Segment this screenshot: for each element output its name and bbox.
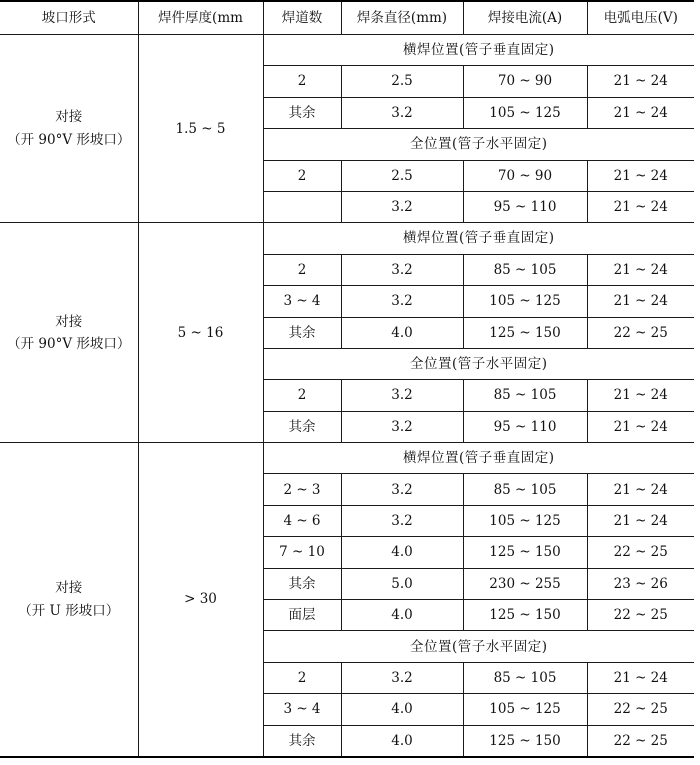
arc-voltage-cell: 22 ~ 25 [587, 537, 694, 568]
welding-current-cell: 125 ~ 150 [463, 725, 587, 757]
welding-current-cell: 95 ~ 110 [463, 411, 587, 442]
section-title: 横焊位置(管子垂直固定) [263, 443, 694, 474]
arc-voltage-cell: 21 ~ 24 [587, 254, 694, 285]
groove-form-line: （开 90°V 形坡口） [7, 131, 131, 148]
pass-count-cell: 2 [263, 160, 341, 191]
section-row [0, 443, 694, 474]
arc-voltage-cell: 21 ~ 24 [587, 97, 694, 128]
header-arc-voltage: 电弧电压(V) [587, 1, 694, 35]
thickness-cell: 5 ~ 16 [138, 223, 263, 443]
welding-current-cell: 70 ~ 90 [463, 160, 587, 191]
pass-count-cell: 7 ~ 10 [263, 537, 341, 568]
welding-current-cell: 85 ~ 105 [463, 662, 587, 693]
pass-count-cell: 2 [263, 66, 341, 97]
arc-voltage-cell: 22 ~ 25 [587, 725, 694, 757]
section-title: 全位置(管子水平固定) [263, 348, 694, 379]
electrode-diameter-cell: 4.0 [341, 600, 463, 631]
electrode-diameter-cell: 4.0 [341, 537, 463, 568]
pass-count-cell [263, 191, 341, 222]
arc-voltage-cell: 22 ~ 25 [587, 600, 694, 631]
welding-current-cell: 125 ~ 150 [463, 537, 587, 568]
section-row [0, 35, 694, 66]
pass-count-cell: 3 ~ 4 [263, 286, 341, 317]
welding-current-cell: 85 ~ 105 [463, 474, 587, 505]
welding-current-cell: 105 ~ 125 [463, 97, 587, 128]
welding-current-cell: 70 ~ 90 [463, 66, 587, 97]
pass-count-cell: 2 [263, 662, 341, 693]
pass-count-cell: 2 [263, 254, 341, 285]
arc-voltage-cell: 21 ~ 24 [587, 411, 694, 442]
electrode-diameter-cell: 3.2 [341, 662, 463, 693]
header-welding-current: 焊接电流(A) [463, 1, 587, 35]
header-groove-form: 坡口形式 [0, 1, 138, 35]
pass-count-cell: 3 ~ 4 [263, 694, 341, 725]
welding-current-cell: 95 ~ 110 [463, 191, 587, 222]
welding-current-cell: 85 ~ 105 [463, 254, 587, 285]
welding-current-cell: 105 ~ 125 [463, 505, 587, 536]
section-title: 横焊位置(管子垂直固定) [263, 35, 694, 66]
table-body [0, 35, 694, 757]
thickness-cell: > 30 [138, 443, 263, 757]
thickness-cell: 1.5 ~ 5 [138, 35, 263, 223]
electrode-diameter-cell: 4.0 [341, 694, 463, 725]
electrode-diameter-cell: 4.0 [341, 725, 463, 757]
section-title: 全位置(管子水平固定) [263, 129, 694, 160]
electrode-diameter-cell: 3.2 [341, 474, 463, 505]
groove-form-cell [0, 443, 138, 757]
welding-current-cell: 125 ~ 150 [463, 317, 587, 348]
groove-form-line: 对接 [55, 580, 83, 597]
header-pass-count: 焊道数 [263, 1, 341, 35]
electrode-diameter-cell: 4.0 [341, 317, 463, 348]
groove-form-line: （开 U 形坡口） [18, 602, 120, 619]
pass-count-cell: 其余 [263, 317, 341, 348]
section-row [0, 223, 694, 254]
electrode-diameter-cell: 3.2 [341, 286, 463, 317]
pass-count-cell: 其余 [263, 568, 341, 599]
welding-current-cell: 125 ~ 150 [463, 600, 587, 631]
welding-current-cell: 105 ~ 125 [463, 694, 587, 725]
header-row [0, 1, 694, 35]
welding-current-cell: 85 ~ 105 [463, 380, 587, 411]
welding-current-cell: 230 ~ 255 [463, 568, 587, 599]
pass-count-cell: 2 ~ 3 [263, 474, 341, 505]
arc-voltage-cell: 21 ~ 24 [587, 286, 694, 317]
pass-count-cell: 其余 [263, 411, 341, 442]
arc-voltage-cell: 21 ~ 24 [587, 474, 694, 505]
pass-count-cell: 2 [263, 380, 341, 411]
pass-count-cell: 其余 [263, 725, 341, 757]
arc-voltage-cell: 21 ~ 24 [587, 191, 694, 222]
header-thickness: 焊件厚度(mm [138, 1, 263, 35]
electrode-diameter-cell: 3.2 [341, 191, 463, 222]
electrode-diameter-cell: 2.5 [341, 66, 463, 97]
pass-count-cell: 4 ~ 6 [263, 505, 341, 536]
arc-voltage-cell: 21 ~ 24 [587, 66, 694, 97]
arc-voltage-cell: 21 ~ 24 [587, 380, 694, 411]
electrode-diameter-cell: 3.2 [341, 411, 463, 442]
groove-form-cell [0, 35, 138, 223]
arc-voltage-cell: 21 ~ 24 [587, 160, 694, 191]
header-electrode-diameter: 焊条直径(mm) [341, 1, 463, 35]
groove-form-cell [0, 223, 138, 443]
pass-count-cell: 其余 [263, 97, 341, 128]
arc-voltage-cell: 22 ~ 25 [587, 317, 694, 348]
electrode-diameter-cell: 3.2 [341, 380, 463, 411]
arc-voltage-cell: 23 ~ 26 [587, 568, 694, 599]
electrode-diameter-cell: 5.0 [341, 568, 463, 599]
groove-form-line: （开 90°V 形坡口） [7, 335, 131, 352]
welding-current-cell: 105 ~ 125 [463, 286, 587, 317]
groove-form-line: 对接 [55, 109, 83, 126]
arc-voltage-cell: 22 ~ 25 [587, 694, 694, 725]
electrode-diameter-cell: 2.5 [341, 160, 463, 191]
electrode-diameter-cell: 3.2 [341, 505, 463, 536]
arc-voltage-cell: 21 ~ 24 [587, 662, 694, 693]
section-title: 全位置(管子水平固定) [263, 631, 694, 662]
electrode-diameter-cell: 3.2 [341, 97, 463, 128]
groove-form-line: 对接 [55, 313, 83, 330]
pass-count-cell: 面层 [263, 600, 341, 631]
electrode-diameter-cell: 3.2 [341, 254, 463, 285]
section-title: 横焊位置(管子垂直固定) [263, 223, 694, 254]
arc-voltage-cell: 21 ~ 24 [587, 505, 694, 536]
